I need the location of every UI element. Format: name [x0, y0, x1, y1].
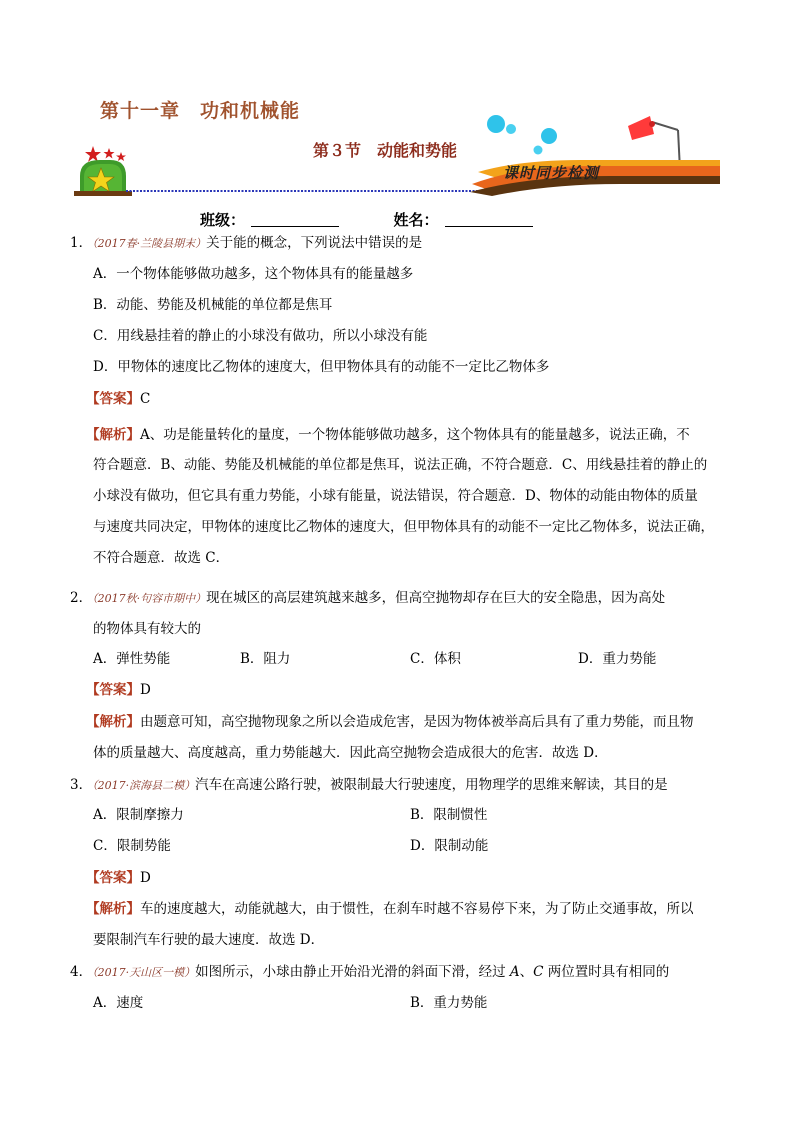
question-2-stem-cont: 的物体具有较大的 — [93, 621, 201, 637]
question-source: （2017·天山区一模） — [92, 966, 196, 979]
question-source: （2017春·兰陵县期末） — [92, 237, 207, 250]
analysis-line: 【解析】车的速度越大，动能就越大，由于惯性，在刹车时越不容易停下来，为了防止交通事故，所以 — [86, 901, 694, 917]
option: A．一个物体能够做功越多，这个物体具有的能量越多 — [93, 266, 414, 282]
answer-line — [86, 868, 151, 888]
analysis-line: 体的质量越大、高度越高，重力势能越大．因此高空抛物会造成很大的危害．故选 D． — [93, 745, 608, 761]
analysis-tag: 【解析】 — [86, 427, 140, 443]
analysis-line: 符合题意．B、动能、势能及机械能的单位都是焦耳，说法正确，不符合题意．C、用线悬挂着的静止的 — [93, 457, 708, 473]
option: A．弹性势能 — [93, 651, 171, 667]
name-blank[interactable] — [445, 212, 533, 227]
question-source: （2017·滨海县二模） — [92, 779, 196, 792]
option: C．用线悬挂着的静止的小球没有做功，所以小球没有能 — [93, 328, 428, 344]
analysis-tag: 【解析】 — [86, 901, 140, 917]
bubbles-decoration-icon — [487, 115, 557, 155]
name-label: 姓名： — [393, 211, 439, 229]
answer-tag: 【答案】 — [86, 870, 140, 886]
option: B．动能、势能及机械能的单位都是焦耳 — [93, 297, 333, 313]
analysis-tag: 【解析】 — [86, 714, 140, 730]
question-3-stem: 3．（2017·滨海县二模）汽车在高速公路行驶，被限制最大行驶速度，用物理学的思维来解读，其目的是 — [70, 777, 668, 793]
section-title: 第３节 动能和势能 — [313, 141, 458, 160]
option: B．重力势能 — [410, 995, 488, 1011]
question-1-stem: 1．（2017春·兰陵县期末）关于能的概念，下列说法中错误的是 — [70, 235, 423, 251]
answer-value: C — [140, 391, 151, 407]
class-label: 班级： — [200, 211, 246, 229]
banner-title: 课时同步检测 — [503, 164, 600, 182]
class-blank[interactable] — [251, 212, 339, 227]
analysis-line: 【解析】A、功是能量转化的量度，一个物体能够做功越多，这个物体具有的能量越多，说法正确，不 — [86, 427, 690, 443]
answer-tag: 【答案】 — [86, 682, 140, 698]
option: C．体积 — [410, 651, 461, 667]
option: D．甲物体的速度比乙物体的速度大，但甲物体具有的动能不一定比乙物体多 — [93, 359, 550, 375]
question-2-stem: 2．（2017秋·句容市期中）现在城区的高层建筑越来越多，但高空抛物却存在巨大的安全隐患，因为高处 — [70, 590, 666, 606]
option: A．速度 — [93, 995, 144, 1011]
option: B．阻力 — [240, 651, 291, 667]
option: A．限制摩擦力 — [93, 807, 184, 823]
question-source: （2017秋·句容市期中） — [92, 592, 207, 605]
analysis-line: 不符合题意．故选 C． — [93, 550, 230, 566]
option: D．限制动能 — [410, 838, 489, 854]
option: C．限制势能 — [93, 838, 171, 854]
student-info-line — [200, 209, 533, 230]
question-4-stem: 4．（2017·天山区一模）如图所示，小球由静止开始沿光滑的斜面下滑，经过 A、C 两位置时具有相同的 — [70, 964, 670, 980]
answer-tag: 【答案】 — [86, 391, 140, 407]
answer-line — [86, 389, 150, 409]
option: D．重力势能 — [578, 651, 657, 667]
chapter-title: 第十一章 功和机械能 — [100, 100, 301, 122]
answer-line — [86, 680, 151, 700]
analysis-line: 小球没有做功，但它具有重力势能，小球有能量，说法错误，符合题意．D、物体的动能由物体的质量 — [93, 488, 698, 504]
analysis-line: 与速度共同决定，甲物体的速度比乙物体的速度大，但甲物体具有的动能不一定比乙物体多，说法正确， — [93, 519, 714, 535]
analysis-line: 要限制汽车行驶的最大速度．故选 D． — [93, 932, 325, 948]
option: B．限制惯性 — [410, 807, 488, 823]
star-badge-icon — [74, 146, 132, 196]
analysis-line: 【解析】由题意可知，高空抛物现象之所以会造成危害，是因为物体被举高后具有了重力势能，而且物 — [86, 714, 694, 730]
answer-value: D — [140, 870, 151, 886]
answer-value: D — [140, 682, 151, 698]
